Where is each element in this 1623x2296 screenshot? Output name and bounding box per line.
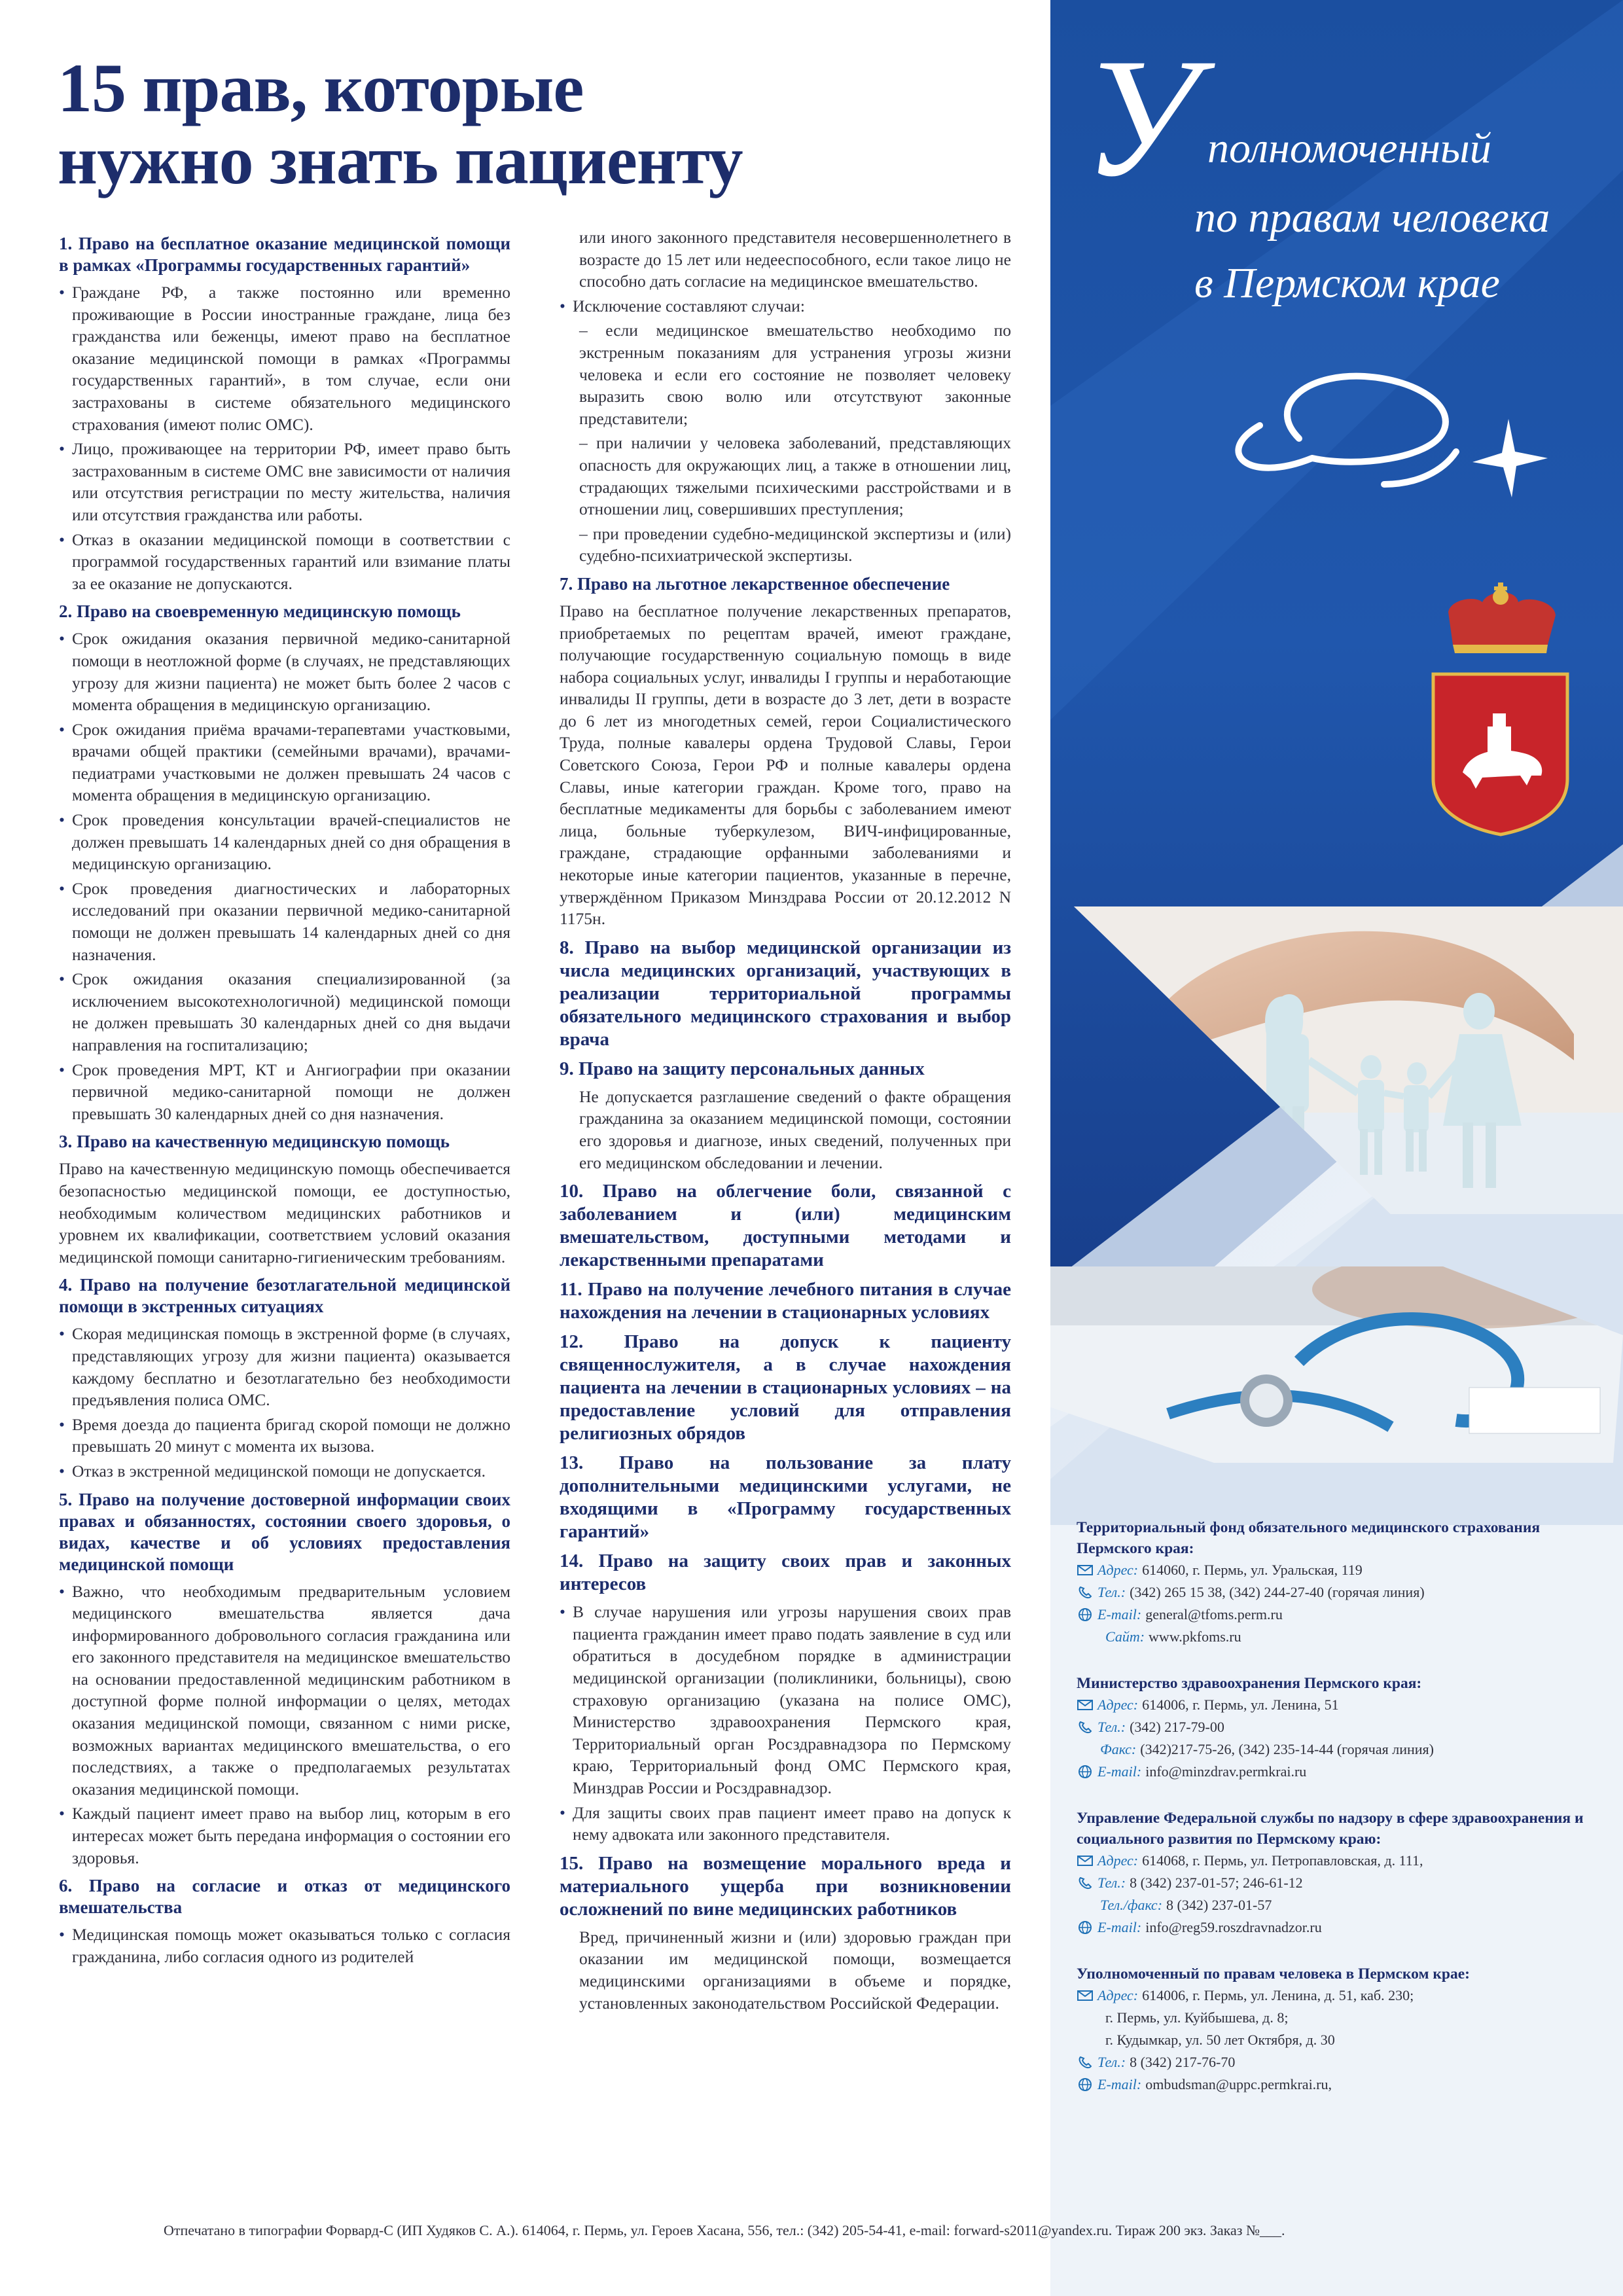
minzdrav-phone [1077, 1716, 1600, 1738]
tfoms-site [1077, 1626, 1600, 1648]
ombudsman-address-value: 614006, г. Пермь, ул. Ленина, д. 51, каб. 230; [1142, 1987, 1414, 2003]
tfoms-address [1077, 1559, 1600, 1581]
phone-icon [1077, 1720, 1094, 1734]
phone-label: Тел.: [1097, 2054, 1126, 2070]
address-label: Адрес: [1097, 1696, 1139, 1713]
bullet-item: • Срок ожидания оказания первичной медико-санитарной помощи в неотложной форме (в случаях, не представляющих угрозу для жизни пациента) не может быть более 2 часов с момента обращения в медицинскую организацию. [59, 628, 510, 715]
minzdrav-fax [1077, 1738, 1600, 1761]
bullet-item: • Исключение составляют случаи: [560, 295, 1011, 317]
paragraph: Вред, причиненный жизни и (или) здоровью граждан при оказании им медицинской помощи, возмещается медицинскими организациями в объеме и порядке, установленных законодательством Российской Федерации. [579, 1927, 1011, 2013]
globe-icon [1077, 1607, 1094, 1622]
bullet-item: • Время доезда до пациента бригад скорой помощи не должно превышать 20 минут с момента их вызова. [59, 1414, 510, 1458]
minzdrav-email-link[interactable]: info@minzdrav.permkrai.ru [1145, 1763, 1307, 1780]
ombudsman-address [1077, 1984, 1600, 2007]
paragraph: Право на качественную медицинскую помощь обеспечивается безопасностью медицинской помощи, ее доступностью, необходимым количеством медицинских работников и уровнем их квалификации, соответствием условий оказания медицинской помощи санитарно-гигиеническим требованиям. [59, 1159, 510, 1266]
site-label: Сайт: [1105, 1628, 1145, 1645]
minzdrav-address [1077, 1694, 1600, 1716]
right-heading: 13. Право на пользование за плату дополнительными медицинскими услугами, не входящими в «Программу государственных гарантий» [560, 1452, 1011, 1543]
globe-icon [1077, 1765, 1094, 1779]
roszdrav-email [1077, 1916, 1600, 1939]
envelope-icon [1077, 1988, 1094, 2003]
org-tfoms-name: Территориальный фонд обязательного медицинского страхования Пермского края: [1077, 1519, 1541, 1557]
ombudsman-phone [1077, 2051, 1600, 2073]
right-heading: 11. Право на получение лечебного питания в случае нахождения на лечении в стационарных условиях [560, 1279, 1011, 1323]
dash-item: – если медицинское вмешательство необходимо по экстренным показаниям для устранения угрозы жизни человека и если его состояние не позволяет человеку выразить свою волю или отсутствуют законные представители; [579, 321, 1011, 428]
bullet-item: • Срок ожидания оказания специализированной (за исключением высокотехнологичной) медицинской помощи не должен превышать 30 календарных дней со дня выдачи направления на госпитализацию; [59, 968, 510, 1056]
roszdrav-fax [1077, 1894, 1600, 1916]
tfoms-email [1077, 1604, 1600, 1626]
right-heading: 12. Право на допуск к пациенту священнослужителя, а в случае нахождения пациента на лечении в стационарных условиях – на предоставление условий для отправления религиозных обрядов [560, 1331, 1011, 1444]
paragraph: Не допускается разглашение сведений о факте обращения гражданина за оказанием медицинской помощи, состоянии его здоровья и диагнозе, иных сведений, полученных при его медицинском обследовании и лечении. [579, 1086, 1011, 1172]
tfoms-site-link[interactable]: www.pkfoms.ru [1149, 1628, 1241, 1645]
right-heading: 10. Право на облегчение боли, связанной с заболеванием и (или) медицинским вмешательством, доступными методами и лекарственными препаратами [560, 1181, 1011, 1271]
bullet-item: • Срок проведения диагностических и лабораторных исследований при оказании первичной медико-санитарной помощи не должен превышать 14 календарных дней со дня назначения. [59, 878, 510, 965]
email-label: E-mail: [1097, 1763, 1142, 1780]
address-label: Адрес: [1097, 1852, 1139, 1869]
paragraph: Право на бесплатное получение лекарственных препаратов, приобретаемых по рецептам врачей, имеют граждане, получающие государственную социальную помощь в виде набора социальных услуг, инвалиды I группы и неработающие инвалиды II группы, дети в возрасте до 3 лет, дети в возрасте до 6 лет из многодетных семей, герои Социалистического Труда, полные кавалеры ордена Трудовой Славы, Герои Советского Союза, Герои РФ и полные кавалеры ордена Славы, иные категории граждан. Кроме того, право на бесплатные медикаменты для борьбы с заболеванием имеют лица, больные туберкулезом, ВИЧ-инфицированные, граждане, страдающие орфанными заболеваниями и некоторые иные категории пациентов, указанные в перечне, утверждённом Приказом Минздрава России от 20.12.2012 N 1175н. [560, 601, 1011, 929]
tfoms-address-value: 614060, г. Пермь, ул. Уральская, 119 [1142, 1562, 1363, 1578]
phone-label: Тел.: [1097, 1874, 1126, 1891]
printing-footer: Отпечатано в типографии Форвард-С (ИП Худяков С. А.). 614064, г. Пермь, ул. Героев Хасана, 556, тел.: (342) 205-54-41, e-mail: forward-s2011@yandex.ru. Тираж 200 экз. Заказ №___. [164, 2222, 1285, 2238]
logo-line-3: в Пермском крае [1194, 259, 1500, 307]
right-heading: 7. Право на льготное лекарственное обеспечение [560, 573, 950, 594]
ombudsman-email-link[interactable]: ombudsman@uppc.permkrai.ru, [1145, 2076, 1332, 2092]
email-label: E-mail: [1097, 2076, 1142, 2092]
bullet-item: • Отказ в оказании медицинской помощи в соответствии с программой государственных гарантий или взимание платы за ее оказание не допускаются. [59, 529, 510, 595]
tfoms-email-link[interactable]: general@tfoms.perm.ru [1145, 1606, 1283, 1623]
ombudsman-logo [1077, 24, 1613, 327]
org-ombudsman-name: Уполномоченный по правам человека в Пермском крае: [1077, 1965, 1470, 1982]
envelope-icon [1077, 1563, 1094, 1577]
phone-icon [1077, 1585, 1094, 1600]
right-heading: 2. Право на своевременную медицинскую помощь [59, 601, 461, 622]
perm-krai-coat-of-arms-icon [1433, 583, 1567, 834]
rights-column-left [59, 226, 510, 1970]
org-roszdrav-name: Управление Федеральной службы по надзору в сфере здравоохранения и социального развития по Пермскому краю: [1077, 1810, 1584, 1848]
right-heading: 8. Право на выбор медицинской организации из числа медицинских организаций, участвующих в реализации территориальной программы обязательного медицинского страхования и выбор врача [560, 937, 1011, 1050]
title-line: 15 прав, которые [58, 50, 584, 126]
minzdrav-phone-value: (342) 217-79-00 [1130, 1719, 1224, 1735]
minzdrav-address-value: 614006, г. Пермь, ул. Ленина, 51 [1142, 1696, 1339, 1713]
phone-icon [1077, 2055, 1094, 2070]
right-heading: 9. Право на защиту персональных данных [560, 1058, 925, 1079]
envelope-icon [1077, 1698, 1094, 1712]
paragraph: или иного законного представителя несовершеннолетнего в возрасте до 15 лет или недееспособного, если такое лицо не способно дать согласие на медицинское вмешательство. [579, 228, 1011, 291]
address-label: Адрес: [1097, 1562, 1139, 1578]
roszdrav-phone [1077, 1872, 1600, 1894]
roszdrav-phone-value: 8 (342) 237-01-57; 246-61-12 [1130, 1874, 1303, 1891]
right-heading: 4. Право на получение безотлагательной медицинской помощи в экстренных ситуациях [59, 1275, 510, 1317]
logo-line-2: по правам человека [1194, 194, 1550, 242]
page-title [58, 52, 1026, 196]
contacts-block [1077, 1517, 1600, 2096]
roszdrav-address-value: 614068, г. Пермь, ул. Петропавловская, д. 111, [1142, 1852, 1423, 1869]
email-label: E-mail: [1097, 1919, 1142, 1935]
phone-label: Тел.: [1097, 1584, 1126, 1600]
phone-label: Тел.: [1097, 1719, 1126, 1735]
minzdrav-fax-value: (342)217-75-26, (342) 235-14-44 (горячая линия) [1140, 1741, 1434, 1757]
email-label: E-mail: [1097, 1606, 1142, 1623]
right-heading: 3. Право на качественную медицинскую помощь [59, 1132, 450, 1152]
globe-icon [1077, 2077, 1094, 2092]
org-minzdrav-name: Министерство здравоохранения Пермского края: [1077, 1675, 1422, 1692]
roszdrav-address [1077, 1850, 1600, 1872]
globe-icon [1077, 1920, 1094, 1935]
fax-label: Факс: [1100, 1741, 1137, 1757]
bullet-item: • Лицо, проживающее на территории РФ, имеет право быть застрахованным в системе ОМС вне зависимости от наличия или отсутствия регистрации по месту жительства, наличия или отсутствия гражданства или работы. [59, 438, 510, 526]
bullet-item: • Граждане РФ, а также постоянно или временно проживающие в России иностранные граждане, лица без гражданства или беженцы, имеют право на бесплатное оказание медицинской помощи в рамках «Программы государственных гарантий», в том случае, если они застрахованы в системе обязательного медицинского страхования (имеют полис ОМС). [59, 281, 510, 435]
phone-icon [1077, 1876, 1094, 1890]
tfoms-phone-value: (342) 265 15 38, (342) 244-27-40 (горячая линия) [1130, 1584, 1425, 1600]
bullet-item: • Важно, что необходимым предварительным условием медицинского вмешательства является дача информированного добровольного согласия гражданина или его законного представителя на медицинское вмешательство на основании предоставленной медицинским работником в доступной форме полной информации о целях, методах оказания медицинской помощи, связанном с ними риске, возможных вариантах медицинского вмешательства, о его последствиях, а также о предполагаемых результатах оказания медицинской помощи. [59, 1581, 510, 1801]
dash-item: – при наличии у человека заболеваний, представляющих опасность для окружающих лиц, а также в отношении лиц, страдающих тяжелыми психическими расстройствами и в отношении лиц, совершивших преступления; [579, 433, 1011, 519]
bullet-item: • Срок проведения консультации врачей-специалистов не должен превышать 14 календарных дней со дня обращения в медицинскую организацию. [59, 809, 510, 875]
bullet-item: • Срок проведения МРТ, КТ и Ангиографии при оказании первичной медико-санитарной помощи не должен превышать 30 календарных дней со дня назначения. [59, 1059, 510, 1125]
right-heading: 6. Право на согласие и отказ от медицинского вмешательства [59, 1876, 510, 1918]
bullet-item: • Каждый пациент имеет право на выбор лиц, которым в его интересах может быть передана информация о состоянии его здоровья. [59, 1803, 510, 1869]
fax-label: Тел./факс: [1100, 1897, 1163, 1913]
right-heading: 5. Право на получение достоверной информации своих правах и обязанностях, состоянии своего здоровья, о видах, качестве и об условиях предоставления медицинской помощи [59, 1489, 510, 1574]
title-line: нужно знать пациенту [58, 122, 743, 198]
ombudsman-address-2: г. Пермь, ул. Куйбышева, д. 8; [1105, 2009, 1289, 2026]
right-heading: 1. Право на бесплатное оказание медицинской помощи в рамках «Программы государственных гарантий» [59, 234, 510, 275]
bullet-item: • Отказ в экстренной медицинской помощи не допускается. [59, 1460, 510, 1482]
bullet-item: • В случае нарушения или угрозы нарушения своих прав пациента гражданин имеет право подать заявление в суд или обратиться в досудебном порядке в администрации медицинской организации (поликлиники, больницы), свою страховую организацию (указана на полисе ОМС), Министерство здравоохранения Пермского края, Территориальный орган Росздравнадзора по Пермскому краю, Территориальный фонд ОМС Пермского края, Минздрав России и Росздравнадзор. [560, 1601, 1011, 1799]
tfoms-phone [1077, 1581, 1600, 1604]
bullet-item: • Скорая медицинская помощь в экстренной форме (в случаях, представляющих угрозу для жизни пациента) оказывается каждому бесплатно и безотлагательно без необходимости предъявления полиса ОМС. [59, 1323, 510, 1410]
bullet-item: • Медицинская помощь может оказываться только с согласия гражданина, либо согласия одного из родителей [59, 1924, 510, 1967]
roszdrav-fax-value: 8 (342) 237-01-57 [1166, 1897, 1272, 1913]
rights-column-right [560, 226, 1011, 2017]
minzdrav-email [1077, 1761, 1600, 1783]
bullet-item: • Для защиты своих прав пациент имеет право на допуск к нему адвоката или законного представителя. [560, 1802, 1011, 1846]
logo-big-letter: У [1083, 24, 1198, 212]
bullet-item: • Срок ожидания приёма врачами-терапевтами участковыми, врачами общей практики (семейными врачами), врачами-педиатрами участковыми не должен превышать 24 часов с момента обращения в медицинскую организацию. [59, 719, 510, 806]
ombudsman-address-3: г. Кудымкар, ул. 50 лет Октября, д. 30 [1105, 2032, 1335, 2048]
logo-line-1: полномоченный [1207, 124, 1491, 172]
envelope-icon [1077, 1854, 1094, 1868]
ombudsman-email [1077, 2073, 1600, 2096]
roszdrav-email-link[interactable]: info@reg59.roszdravnadzor.ru [1145, 1919, 1322, 1935]
right-heading: 15. Право на возмещение морального вреда и материального ущерба при возникновении осложнений по вине медицинских работников [560, 1852, 1011, 1920]
ombudsman-phone-value: 8 (342) 217-76-70 [1130, 2054, 1236, 2070]
address-label: Адрес: [1097, 1987, 1139, 2003]
dash-item: – при проведении судебно-медицинской экспертизы и (или) судебно-психиатрической экспертизы. [579, 524, 1011, 565]
right-heading: 14. Право на защиту своих прав и законных интересов [560, 1551, 1011, 1595]
